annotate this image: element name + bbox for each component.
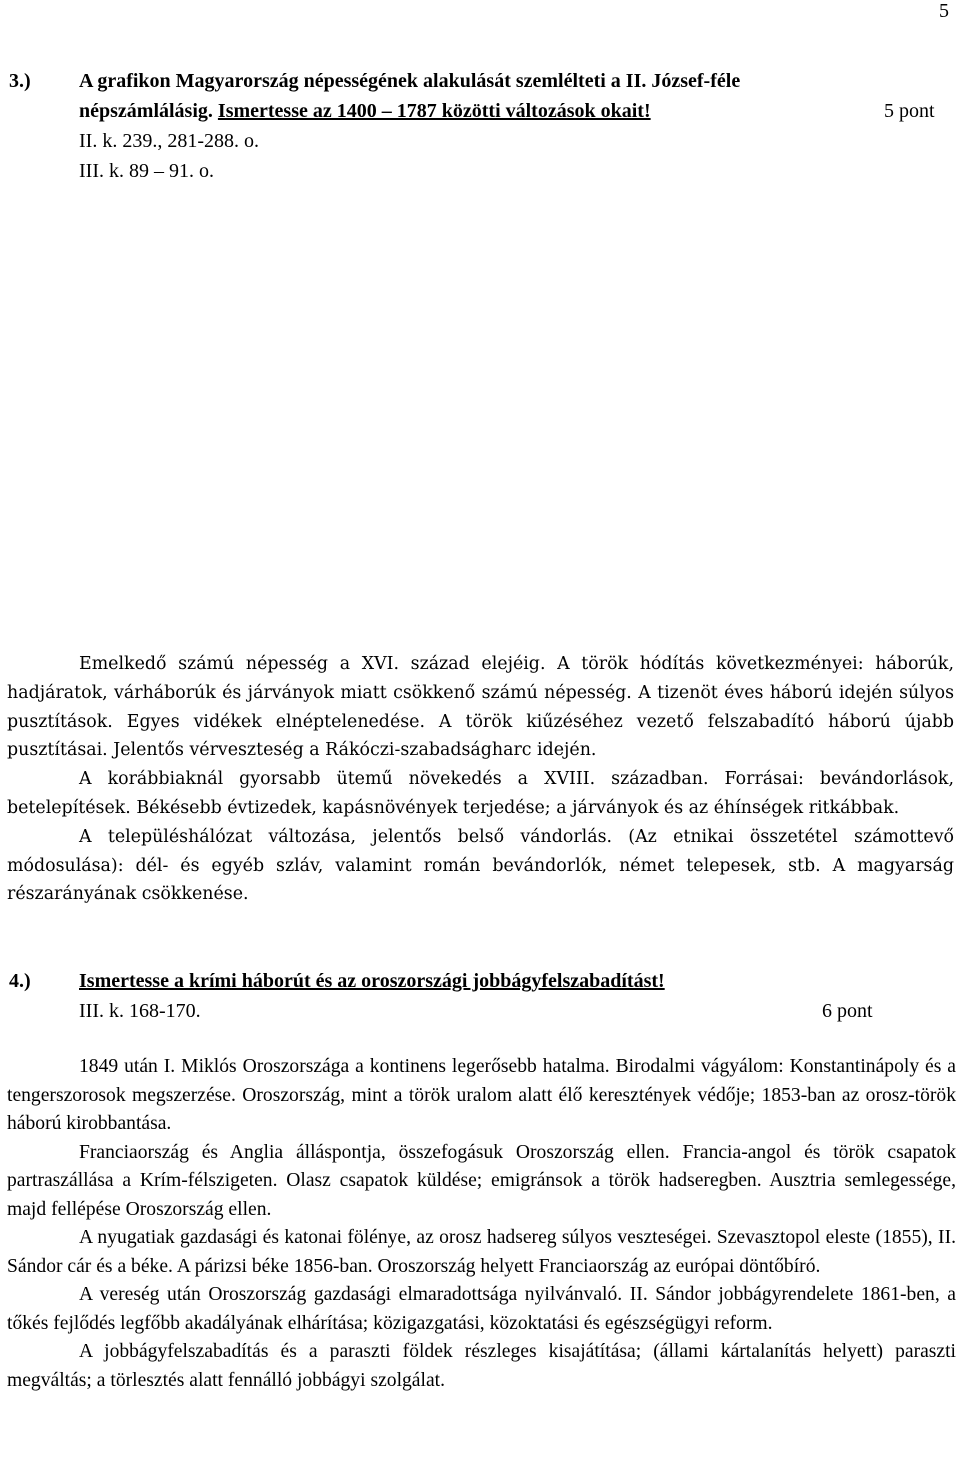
question-line-2-plain: népszámlálásig.	[79, 100, 218, 122]
answer-3	[7, 650, 954, 909]
question-text	[79, 966, 665, 1026]
answer-paragraph: A vereség után Oroszország gazdasági elmaradottsága nyilvánvaló. II. Sándor jobbágyrendelete 1861-ben, a tőkés fejlődés legfőbb akadályának elhárítása; közigazgatási, közoktatási és egészségügyi reform.	[7, 1284, 956, 1334]
answer-paragraph: A nyugatiak gazdasági és katonai fölénye, az orosz hadsereg súlyos veszteségei. Szevasztopol eleste (1855), II. Sándor cár és a béke. A párizsi béke 1856-ban. Oroszország helyett Franciaország az európai döntőbíró.	[7, 1227, 956, 1277]
answer-4	[7, 1053, 956, 1395]
answer-paragraph: Franciaország és Anglia álláspontja, összefogásuk Oroszország ellen. Francia-angol és török csapatok partraszállása a Krím-félszigeten. Olasz csapatok küldése; emigránsok a török hadseregben. Ausztria semlegessége, majd fellépése Oroszország ellen.	[7, 1141, 956, 1220]
question-underlined-task: Ismertesse az 1400 – 1787 közötti változások okait!	[217, 100, 651, 122]
reference-2: III. k. 89 – 91. o.	[79, 160, 214, 182]
points-label: 5 pont	[884, 100, 935, 122]
reference-1: II. k. 239., 281-288. o.	[79, 130, 259, 152]
question-title: Ismertesse a krími háborút és az oroszországi jobbágyfelszabadítást!	[79, 970, 665, 992]
answer-paragraph: 1849 után I. Miklós Oroszországa a kontinens legerősebb hatalma. Birodalmi vágyálom: Konstantinápoly és a tengerszorosok megszerzése. Oroszország, mint a török uralom alatt élő keresztények védője; 1853-ban az orosz-török háború kirobbantása.	[7, 1056, 956, 1134]
answer-paragraph: Emelkedő számú népesség a XVI. század elejéig. A török hódítás következményei: háborúk, hadjáratok, várháborúk és járványok miatt csökkenő számú népesség. A tizenöt éves háború idején súlyos pusztítások. Egyes vidékek elnéptelenedése. A török kiűzéséhez vezető felszabadító háború újabb pusztításai. Jelentős vérveszteség a Rákóczi-szabadságharc idején.	[7, 654, 954, 761]
points-label: 6 pont	[822, 1000, 873, 1022]
answer-paragraph: A településhálózat változása, jelentős belső vándorlás. (Az etnikai összetétel számottevő módosulása): dél- és egyéb szláv, valamint román bevándorlók, német telepesek, stb. A magyarság részarányának csökkenése.	[7, 826, 954, 905]
question-number: 3.)	[9, 70, 31, 92]
question-4	[9, 966, 954, 1026]
question-text	[79, 66, 740, 186]
answer-paragraph: A jobbágyfelszabadítás és a paraszti földek részleges kisajátítása; (állami kártalanítás helyett) paraszti megváltás; a törlesztés alatt fennálló jobbágyi szolgálat.	[7, 1341, 956, 1391]
question-line-1: A grafikon Magyarország népességének alakulását szemlélteti a II. József-féle	[79, 70, 741, 92]
page-number: 5	[939, 0, 949, 22]
question-number: 4.)	[9, 970, 31, 992]
question-3	[9, 66, 954, 186]
answer-paragraph: A korábbiaknál gyorsabb ütemű növekedés a XVIII. században. Forrásai: bevándorlások, betelepítések. Békésebb évtizedek, kapásnövények terjedése; a járványok és az éhínségek ritkábbak.	[7, 769, 954, 818]
reference: III. k. 168-170.	[79, 1000, 201, 1022]
question-line-2	[79, 96, 740, 126]
